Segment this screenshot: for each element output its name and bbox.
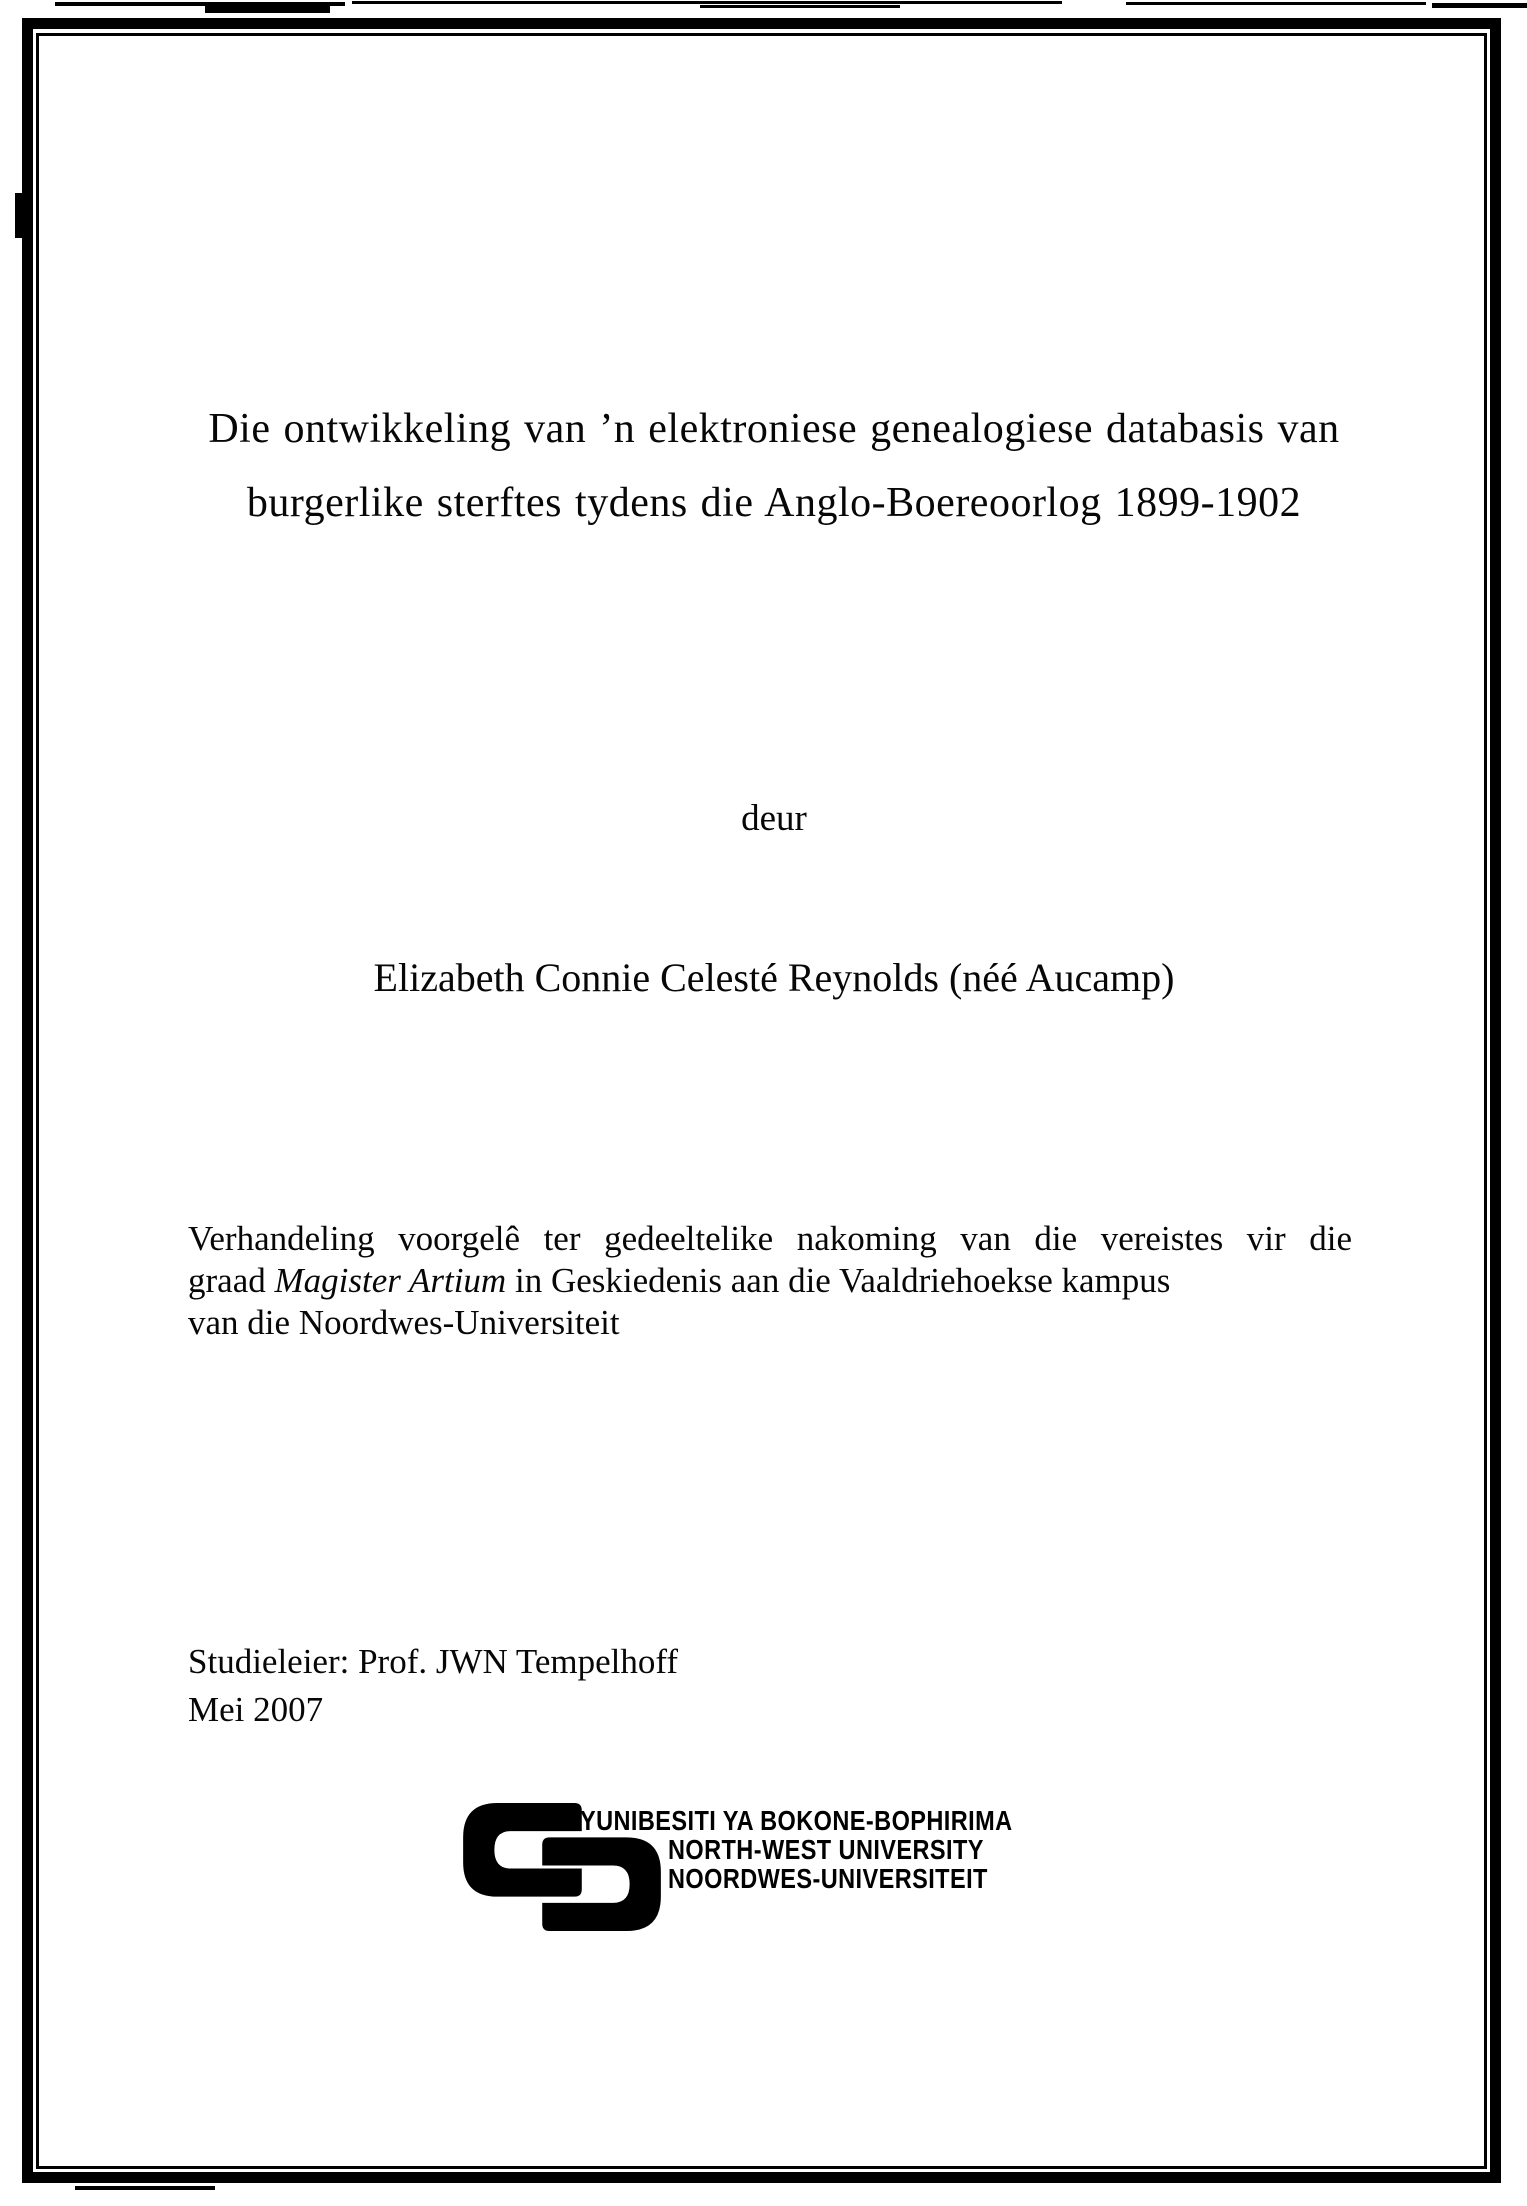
date-line: Mei 2007: [188, 1690, 324, 1729]
description-line2: [188, 1260, 1352, 1302]
scan-artifact: [1432, 3, 1527, 8]
thesis-title-line2: burgerlike sterftes tydens die Anglo-Boereoorlog 1899-1902: [246, 480, 1302, 526]
description-line2-pre: graad: [188, 1261, 275, 1300]
description-line1: Verhandeling voorgelê ter gedeeltelike nakoming van die vereistes vir die: [188, 1219, 1352, 1258]
author-name: Elizabeth Connie Celesté Reynolds (néé Aucamp): [373, 955, 1175, 1000]
logo-text-afrikaans: NOORDWES-UNIVERSITEIT: [668, 1863, 988, 1894]
description-degree-name: Magister Artium: [274, 1261, 507, 1300]
description-line2-post: in Geskiedenis aan die Vaaldriehoekse kampus: [506, 1261, 1171, 1300]
supervisor-line: Studieleier: Prof. JWN Tempelhoff: [188, 1642, 679, 1681]
university-logo: [463, 1803, 1273, 1943]
byline-label: deur: [741, 798, 807, 839]
thesis-title-line1: Die ontwikkeling van ’n elektroniese genealogiese databasis van: [208, 406, 1340, 452]
logo-text-setswana: YUNIBESITI YA BOKONE-BOPHIRIMA: [580, 1805, 1013, 1836]
description-line3: van die Noordwes-Universiteit: [188, 1303, 620, 1342]
supervisor-block: [188, 1638, 678, 1734]
university-logo-text: [580, 1806, 1095, 1893]
thesis-title: [188, 392, 1360, 540]
logo-text-english: NORTH-WEST UNIVERSITY: [668, 1834, 984, 1865]
thesis-description: [188, 1218, 1352, 1344]
page-content: [188, 0, 1360, 2206]
